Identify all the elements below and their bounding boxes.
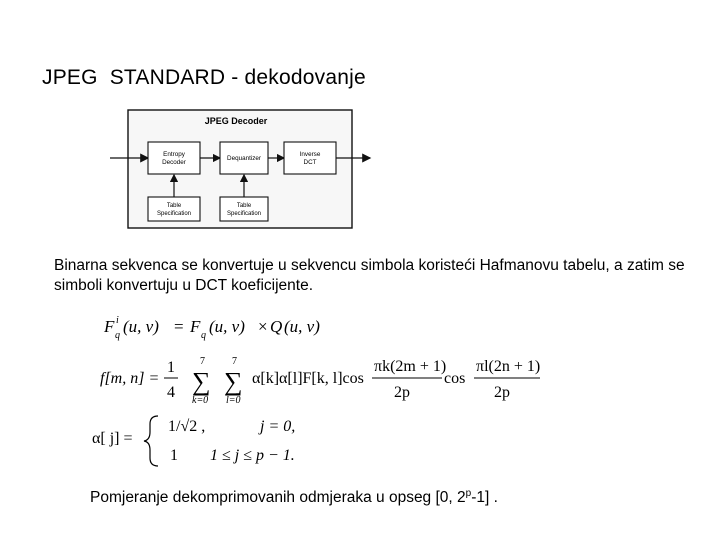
jpeg-decoder-diagram xyxy=(108,102,378,232)
table-spec-block-1 xyxy=(148,197,200,221)
eq2-sum1-lower: k=0 xyxy=(192,395,209,406)
eq1-equals: = xyxy=(174,317,184,336)
eq1-lhs-sup: i xyxy=(116,315,119,326)
table1-label-1: Table xyxy=(166,203,182,209)
entropy-decoder-block xyxy=(148,142,200,174)
table2-label-2: Specification xyxy=(226,211,262,217)
eq3-case2-val: 1 xyxy=(170,447,178,464)
eq2-body: α[k]α[l]F[k, l]cos xyxy=(252,370,364,387)
description-paragraph: Binarna sekvenca se konvertuje u sekvencu simbola koristeći Hafmanovu tabelu, a zatim se simboli konvertuju u DCT koeficijente. xyxy=(54,257,685,294)
eq3-case1-cond: j = 0, xyxy=(260,418,296,435)
footer-text-after: -1] . xyxy=(471,489,498,507)
eq1-lhs-F: F xyxy=(104,317,115,336)
table1-label-2: Specification xyxy=(156,211,192,217)
eq2-cos2: cos xyxy=(444,370,466,387)
page-title: JPEG STANDARD - dekodovanje xyxy=(42,66,366,89)
eq2-sum2-lower: l=0 xyxy=(226,395,241,406)
decoder-header: JPEG Decoder xyxy=(204,116,268,126)
inverse-dct-block xyxy=(284,142,336,174)
eq1-lhs-sub: q xyxy=(115,330,120,341)
eq2-lhs: f[m, n] = xyxy=(100,370,160,387)
table2-label-1: Table xyxy=(236,203,252,209)
eq1-rhs-sub: q xyxy=(201,330,206,341)
eq2-sum2: ∑ xyxy=(224,367,243,396)
entropy-label-1: Entropy xyxy=(163,151,185,158)
eq2-sum1: ∑ xyxy=(192,367,211,396)
equation-idct xyxy=(100,356,540,406)
formula-block xyxy=(92,308,562,468)
eq1-Q: Q xyxy=(270,317,283,336)
inverse-label-1: Inverse xyxy=(299,151,321,158)
eq2-sum1-upper: 7 xyxy=(200,356,205,367)
eq2-frac-den: 4 xyxy=(167,384,175,401)
eq2-frac-num: 1 xyxy=(167,359,175,376)
equation-dequantization xyxy=(103,315,320,341)
dequantizer-label: Dequantizer xyxy=(227,155,261,162)
table-spec-block-2 xyxy=(220,197,268,221)
eq1-rhs-F: F xyxy=(190,317,201,336)
eq1-args-1: (u, v) xyxy=(123,317,159,336)
entropy-label-2: Decoder xyxy=(162,159,186,166)
equation-alpha xyxy=(92,416,295,466)
eq1-args-2: (u, v) xyxy=(209,317,245,336)
eq2-cos2-den: 2p xyxy=(494,384,510,401)
eq2-cos1-num: πk(2m + 1) xyxy=(374,358,447,375)
eq1-times: × xyxy=(258,317,268,336)
eq3-case1-val: 1/√2 , xyxy=(168,418,206,435)
eq2-cos1-den: 2p xyxy=(394,384,410,401)
eq2-sum2-upper: 7 xyxy=(232,356,237,367)
eq1-args-3: (u, v) xyxy=(284,317,320,336)
eq3-case2-cond: 1 ≤ j ≤ p − 1. xyxy=(210,447,295,464)
eq2-cos2-num: πl(2n + 1) xyxy=(476,358,541,375)
footer-text xyxy=(90,488,498,507)
footer-superscript: p xyxy=(465,488,472,499)
eq3-lhs: α[ j] = xyxy=(92,430,133,447)
inverse-label-2: DCT xyxy=(303,159,317,166)
footer-text-before: Pomjeranje dekomprimovanih odmjeraka u opseg [0, 2 xyxy=(90,489,466,507)
